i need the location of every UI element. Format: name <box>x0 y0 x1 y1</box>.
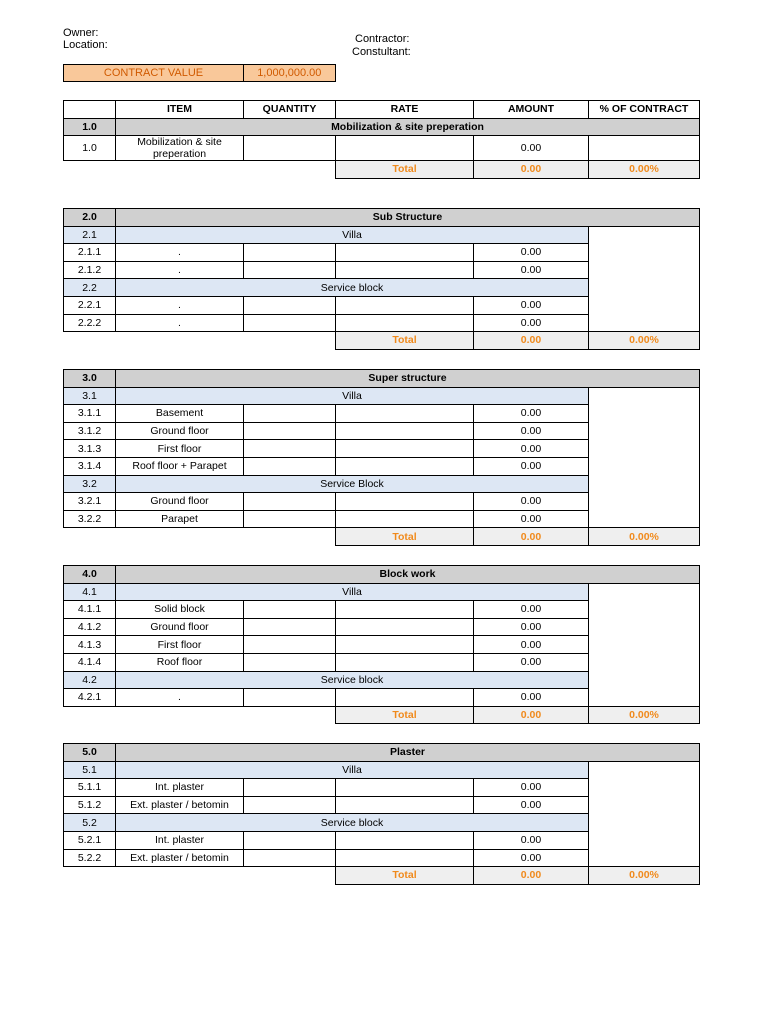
row-item[interactable]: Int. plaster <box>116 831 244 849</box>
row-item[interactable]: Basement <box>116 405 244 423</box>
row-item[interactable]: . <box>116 261 244 279</box>
col-header-item: ITEM <box>116 101 244 119</box>
group-header-row <box>64 583 700 601</box>
row-no: 5.2.2 <box>64 849 116 867</box>
percent-blank-cell <box>589 583 700 706</box>
row-quantity[interactable] <box>244 440 336 458</box>
row-quantity[interactable] <box>244 831 336 849</box>
row-amount[interactable]: 0.00 <box>474 261 589 279</box>
row-no: 4.1.4 <box>64 653 116 671</box>
section-no: 5.0 <box>64 744 116 762</box>
row-amount[interactable]: 0.00 <box>474 314 589 332</box>
row-amount[interactable]: 0.00 <box>474 510 589 528</box>
total-row <box>64 161 700 179</box>
section-no: 2.0 <box>64 209 116 227</box>
section-table-4 <box>63 565 700 724</box>
row-no: 3.1.1 <box>64 405 116 423</box>
col-header-percent: % OF CONTRACT <box>589 101 700 119</box>
col-header-no <box>64 101 116 119</box>
total-amount: 0.00 <box>474 706 589 724</box>
row-amount[interactable]: 0.00 <box>474 296 589 314</box>
group-header-row <box>64 387 700 405</box>
row-no: 3.1.2 <box>64 422 116 440</box>
row-amount[interactable]: 0.00 <box>474 601 589 619</box>
row-item[interactable]: . <box>116 314 244 332</box>
row-amount[interactable]: 0.00 <box>474 831 589 849</box>
row-no: 4.1.3 <box>64 636 116 654</box>
row-rate[interactable] <box>336 831 474 849</box>
total-percent: 0.00% <box>589 161 700 179</box>
row-item[interactable]: Solid block <box>116 601 244 619</box>
section-title: Block work <box>116 566 700 584</box>
section-no: 1.0 <box>64 118 116 136</box>
row-rate[interactable] <box>336 796 474 814</box>
group-title: Service block <box>116 671 589 689</box>
total-label: Total <box>336 867 474 885</box>
group-no: 3.1 <box>64 387 116 405</box>
row-rate[interactable] <box>336 779 474 797</box>
section-title: Plaster <box>116 744 700 762</box>
row-item[interactable]: First floor <box>116 440 244 458</box>
row-quantity[interactable] <box>244 136 336 161</box>
table-row <box>64 136 700 161</box>
row-no: 5.2.1 <box>64 831 116 849</box>
section-no: 4.0 <box>64 566 116 584</box>
row-percent[interactable] <box>589 136 700 161</box>
section-no: 3.0 <box>64 370 116 388</box>
group-no: 3.2 <box>64 475 116 493</box>
row-no: 4.1.1 <box>64 601 116 619</box>
row-quantity[interactable] <box>244 601 336 619</box>
group-header-row <box>64 761 700 779</box>
row-no: 3.1.3 <box>64 440 116 458</box>
row-rate[interactable] <box>336 689 474 707</box>
row-amount[interactable]: 0.00 <box>474 618 589 636</box>
section-table-1 <box>63 100 700 179</box>
row-amount[interactable]: 0.00 <box>474 493 589 511</box>
row-quantity[interactable] <box>244 296 336 314</box>
section-title: Mobilization & site preperation <box>116 118 700 136</box>
row-amount[interactable]: 0.00 <box>474 849 589 867</box>
row-item[interactable]: Roof floor <box>116 653 244 671</box>
section-title: Super structure <box>116 370 700 388</box>
total-row <box>64 528 700 546</box>
group-title: Service block <box>116 814 589 832</box>
section-header-row <box>64 118 700 136</box>
row-no: 3.1.4 <box>64 457 116 475</box>
row-amount[interactable]: 0.00 <box>474 779 589 797</box>
row-quantity[interactable] <box>244 244 336 262</box>
group-title: Service block <box>116 279 589 297</box>
row-no: 4.2.1 <box>64 689 116 707</box>
total-spacer <box>64 706 336 724</box>
total-row <box>64 706 700 724</box>
row-rate[interactable] <box>336 653 474 671</box>
col-header-amount: AMOUNT <box>474 101 589 119</box>
group-no: 2.1 <box>64 226 116 244</box>
row-amount[interactable]: 0.00 <box>474 136 589 161</box>
row-item[interactable]: Roof floor + Parapet <box>116 457 244 475</box>
row-quantity[interactable] <box>244 796 336 814</box>
row-rate[interactable] <box>336 261 474 279</box>
row-rate[interactable] <box>336 849 474 867</box>
section-header-row <box>64 566 700 584</box>
row-quantity[interactable] <box>244 405 336 423</box>
group-no: 5.2 <box>64 814 116 832</box>
total-spacer <box>64 528 336 546</box>
group-title: Service Block <box>116 475 589 493</box>
group-title: Villa <box>116 761 589 779</box>
group-no: 5.1 <box>64 761 116 779</box>
row-item[interactable]: Parapet <box>116 510 244 528</box>
total-amount: 0.00 <box>474 161 589 179</box>
row-quantity[interactable] <box>244 314 336 332</box>
row-amount[interactable]: 0.00 <box>474 405 589 423</box>
group-no: 4.2 <box>64 671 116 689</box>
percent-blank-cell <box>589 387 700 528</box>
total-label: Total <box>336 161 474 179</box>
group-header-row <box>64 226 700 244</box>
group-no: 4.1 <box>64 583 116 601</box>
row-quantity[interactable] <box>244 849 336 867</box>
row-quantity[interactable] <box>244 618 336 636</box>
row-no: 1.0 <box>64 136 116 161</box>
row-quantity[interactable] <box>244 422 336 440</box>
contractor-label: Contractor: <box>355 33 410 45</box>
total-row <box>64 867 700 885</box>
row-rate[interactable] <box>336 601 474 619</box>
row-quantity[interactable] <box>244 689 336 707</box>
total-percent: 0.00% <box>589 528 700 546</box>
row-rate[interactable] <box>336 422 474 440</box>
section-table-3 <box>63 369 700 546</box>
row-amount[interactable]: 0.00 <box>474 796 589 814</box>
row-quantity[interactable] <box>244 653 336 671</box>
row-amount[interactable]: 0.00 <box>474 689 589 707</box>
row-amount[interactable]: 0.00 <box>474 636 589 654</box>
row-quantity[interactable] <box>244 779 336 797</box>
location-label: Location: <box>63 39 108 51</box>
row-item[interactable]: . <box>116 689 244 707</box>
section-table-5 <box>63 743 700 885</box>
row-item[interactable]: Ext. plaster / betomin <box>116 796 244 814</box>
total-label: Total <box>336 332 474 350</box>
row-quantity[interactable] <box>244 493 336 511</box>
row-quantity[interactable] <box>244 636 336 654</box>
row-item[interactable]: Ext. plaster / betomin <box>116 849 244 867</box>
total-spacer <box>64 867 336 885</box>
consultant-label: Constultant: <box>352 46 411 58</box>
row-rate[interactable] <box>336 493 474 511</box>
section-title: Sub Structure <box>116 209 700 227</box>
total-spacer <box>64 332 336 350</box>
total-percent: 0.00% <box>589 332 700 350</box>
group-title: Villa <box>116 226 589 244</box>
section-table-2 <box>63 208 700 350</box>
row-no: 4.1.2 <box>64 618 116 636</box>
section-header-row <box>64 209 700 227</box>
row-no: 2.2.2 <box>64 314 116 332</box>
row-item[interactable]: . <box>116 244 244 262</box>
row-rate[interactable] <box>336 296 474 314</box>
percent-blank-cell <box>589 761 700 867</box>
row-rate[interactable] <box>336 244 474 262</box>
row-item[interactable]: First floor <box>116 636 244 654</box>
percent-blank-cell <box>589 226 700 332</box>
row-no: 5.1.1 <box>64 779 116 797</box>
col-header-rate: RATE <box>336 101 474 119</box>
row-item[interactable]: Ground floor <box>116 618 244 636</box>
row-no: 2.2.1 <box>64 296 116 314</box>
group-title: Villa <box>116 387 589 405</box>
total-label: Total <box>336 528 474 546</box>
row-quantity[interactable] <box>244 457 336 475</box>
total-spacer <box>64 161 336 179</box>
row-no: 3.2.2 <box>64 510 116 528</box>
row-quantity[interactable] <box>244 261 336 279</box>
col-header-quantity: QUANTITY <box>244 101 336 119</box>
group-no: 2.2 <box>64 279 116 297</box>
row-no: 2.1.2 <box>64 261 116 279</box>
row-item[interactable]: Int. plaster <box>116 779 244 797</box>
row-amount[interactable]: 0.00 <box>474 440 589 458</box>
column-header-row <box>64 101 700 119</box>
row-rate[interactable] <box>336 405 474 423</box>
total-amount: 0.00 <box>474 867 589 885</box>
total-percent: 0.00% <box>589 706 700 724</box>
row-rate[interactable] <box>336 636 474 654</box>
section-header-row <box>64 370 700 388</box>
row-rate[interactable] <box>336 440 474 458</box>
row-no: 2.1.1 <box>64 244 116 262</box>
row-amount[interactable]: 0.00 <box>474 422 589 440</box>
contract-value-label: CONTRACT VALUE <box>63 64 244 82</box>
row-rate[interactable] <box>336 136 474 161</box>
row-quantity[interactable] <box>244 510 336 528</box>
total-percent: 0.00% <box>589 867 700 885</box>
contract-value-amount[interactable]: 1,000,000.00 <box>243 64 336 82</box>
row-amount[interactable]: 0.00 <box>474 653 589 671</box>
row-item[interactable]: . <box>116 296 244 314</box>
row-amount[interactable]: 0.00 <box>474 244 589 262</box>
row-item[interactable]: Ground floor <box>116 422 244 440</box>
row-rate[interactable] <box>336 457 474 475</box>
row-amount[interactable]: 0.00 <box>474 457 589 475</box>
row-no: 5.1.2 <box>64 796 116 814</box>
row-item[interactable]: Mobilization & site preperation <box>116 136 244 161</box>
row-rate[interactable] <box>336 314 474 332</box>
row-item[interactable]: Ground floor <box>116 493 244 511</box>
owner-label: Owner: <box>63 27 99 39</box>
row-rate[interactable] <box>336 510 474 528</box>
section-header-row <box>64 744 700 762</box>
row-rate[interactable] <box>336 618 474 636</box>
contract-value-box <box>63 64 336 82</box>
total-amount: 0.00 <box>474 332 589 350</box>
group-title: Villa <box>116 583 589 601</box>
total-row <box>64 332 700 350</box>
row-no: 3.2.1 <box>64 493 116 511</box>
total-label: Total <box>336 706 474 724</box>
total-amount: 0.00 <box>474 528 589 546</box>
